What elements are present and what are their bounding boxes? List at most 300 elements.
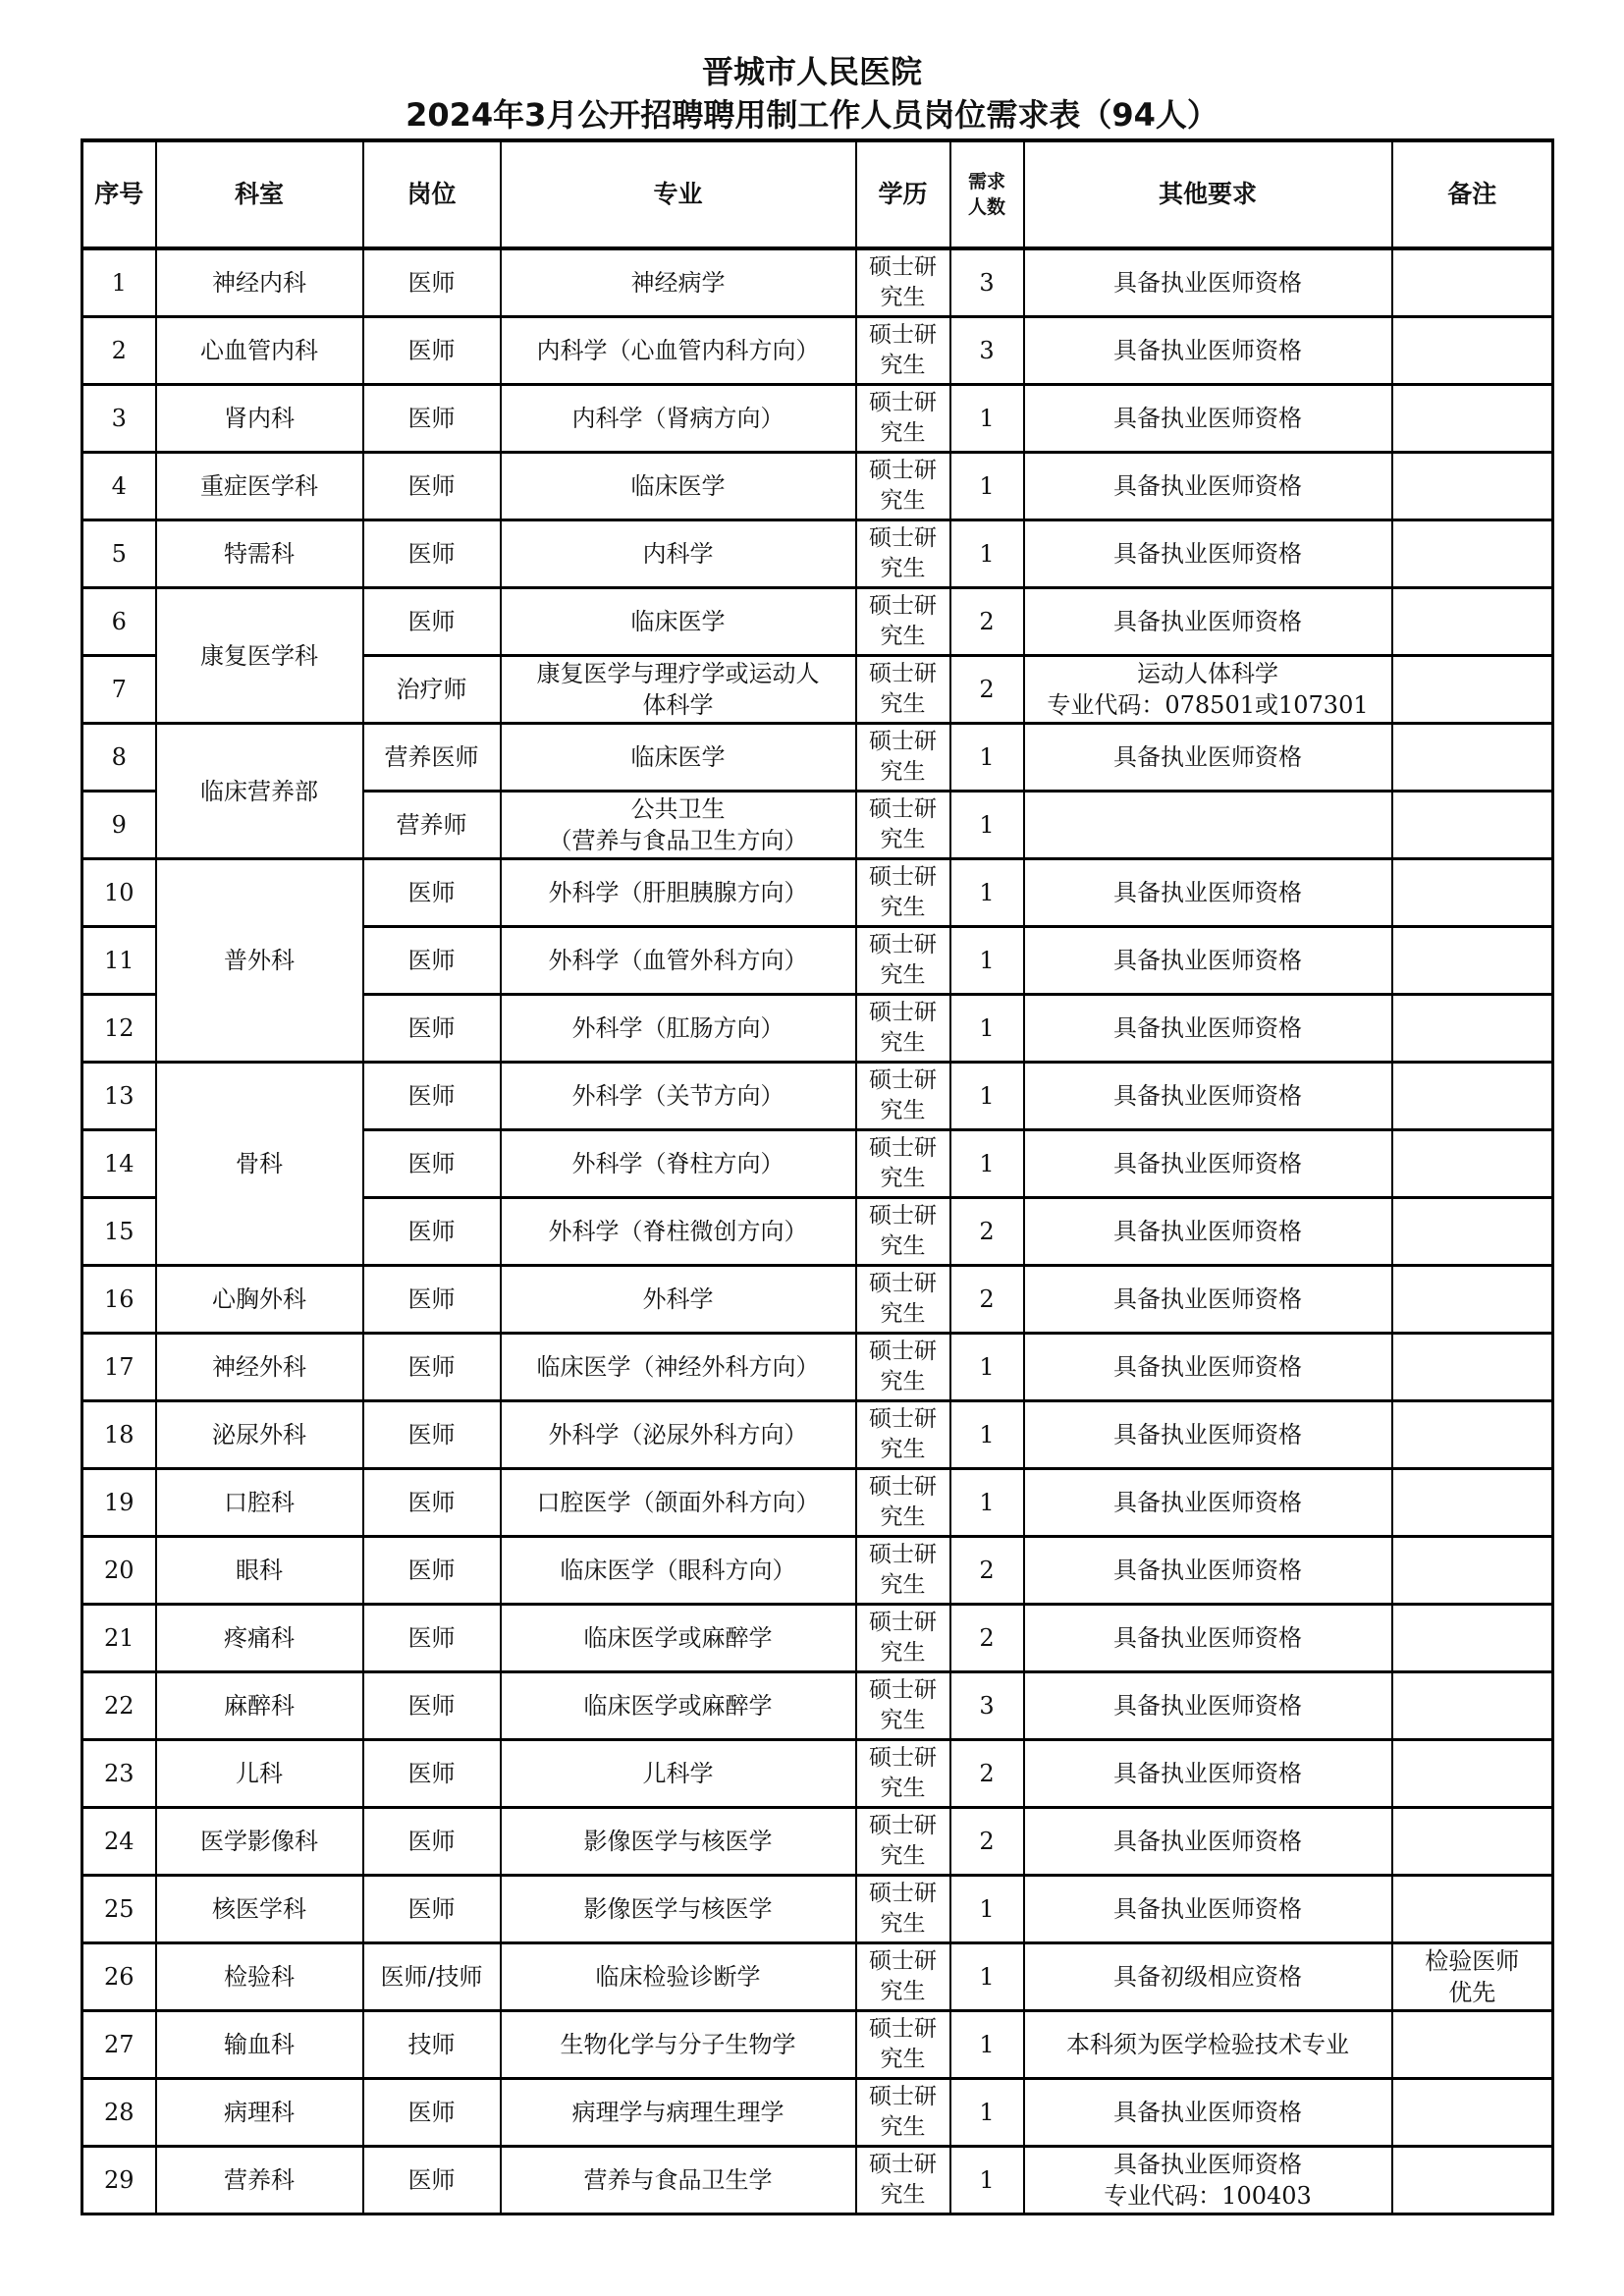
major-line: 外科学（血管外科方向） bbox=[548, 947, 808, 974]
edu-line: 硕士研 bbox=[869, 1203, 937, 1229]
edu-line: 究生 bbox=[880, 759, 926, 785]
cell-post: 医师 bbox=[363, 385, 501, 453]
table-row bbox=[82, 520, 1553, 588]
cell-major bbox=[501, 995, 856, 1063]
edu-line: 究生 bbox=[880, 353, 926, 378]
cell-major bbox=[501, 859, 856, 927]
cell-count: 1 bbox=[950, 859, 1024, 927]
cell-no: 7 bbox=[82, 656, 156, 724]
header-other: 其他要求 bbox=[1024, 140, 1392, 248]
edu-line: 究生 bbox=[880, 1504, 926, 1530]
cell-post: 医师 bbox=[363, 1063, 501, 1130]
edu-line: 究生 bbox=[880, 691, 926, 717]
cell-no: 10 bbox=[82, 859, 156, 927]
cell-other bbox=[1024, 792, 1392, 859]
cell-edu bbox=[856, 1401, 950, 1469]
cell-edu bbox=[856, 859, 950, 927]
cell-major bbox=[501, 656, 856, 724]
edu-line: 硕士研 bbox=[869, 2016, 937, 2042]
cell-edu bbox=[856, 724, 950, 792]
cell-dept: 康复医学科 bbox=[156, 588, 363, 724]
cell-other bbox=[1024, 248, 1392, 317]
edu-line: 硕士研 bbox=[869, 254, 937, 280]
cell-major bbox=[501, 1130, 856, 1198]
cell-other bbox=[1024, 385, 1392, 453]
edu-line: 硕士研 bbox=[869, 1542, 937, 1567]
major-line: 公共卫生 bbox=[630, 795, 726, 823]
cell-count: 1 bbox=[950, 2079, 1024, 2147]
other-line: 具备执业医师资格 bbox=[1113, 1692, 1302, 1720]
other-line: 具备执业医师资格 bbox=[1113, 1285, 1302, 1313]
cell-edu bbox=[856, 385, 950, 453]
edu-line: 究生 bbox=[880, 1843, 926, 1869]
cell-major bbox=[501, 1266, 856, 1334]
edu-line: 硕士研 bbox=[869, 729, 937, 754]
cell-count: 2 bbox=[950, 1808, 1024, 1876]
cell-edu bbox=[856, 2147, 950, 2214]
edu-line: 硕士研 bbox=[869, 661, 937, 686]
other-line: 具备执业医师资格 bbox=[1113, 1082, 1302, 1110]
cell-post: 营养医师 bbox=[363, 724, 501, 792]
cell-no: 8 bbox=[82, 724, 156, 792]
cell-count: 2 bbox=[950, 1198, 1024, 1266]
major-line: 外科学（关节方向） bbox=[571, 1082, 785, 1110]
major-line: 临床医学或麻醉学 bbox=[583, 1624, 773, 1652]
table-row bbox=[82, 453, 1553, 520]
cell-other bbox=[1024, 2011, 1392, 2079]
major-line: 临床医学 bbox=[630, 743, 726, 771]
cell-note bbox=[1392, 859, 1553, 927]
table-row bbox=[82, 588, 1553, 656]
cell-count: 1 bbox=[950, 520, 1024, 588]
table-row bbox=[82, 1334, 1553, 1401]
cell-dept: 口腔科 bbox=[156, 1469, 363, 1537]
table-row bbox=[82, 248, 1553, 317]
cell-note bbox=[1392, 1537, 1553, 1605]
cell-other bbox=[1024, 1469, 1392, 1537]
cell-note bbox=[1392, 1605, 1553, 1672]
other-line: 具备执业医师资格 bbox=[1113, 1760, 1302, 1787]
cell-count: 1 bbox=[950, 927, 1024, 995]
header-edu: 学历 bbox=[856, 140, 950, 248]
cell-other bbox=[1024, 317, 1392, 385]
cell-no: 18 bbox=[82, 1401, 156, 1469]
cell-edu bbox=[856, 1130, 950, 1198]
major-line: 康复医学与理疗学或运动人 bbox=[536, 660, 820, 687]
cell-edu bbox=[856, 656, 950, 724]
cell-no: 17 bbox=[82, 1334, 156, 1401]
cell-post: 医师/技师 bbox=[363, 1943, 501, 2011]
other-line: 本科须为医学检验技术专业 bbox=[1066, 2031, 1349, 2058]
major-line: 营养与食品卫生学 bbox=[583, 2166, 773, 2194]
cell-major bbox=[501, 248, 856, 317]
cell-other bbox=[1024, 1808, 1392, 1876]
edu-line: 硕士研 bbox=[869, 1813, 937, 1838]
cell-count: 3 bbox=[950, 317, 1024, 385]
edu-line: 究生 bbox=[880, 962, 926, 988]
edu-line: 硕士研 bbox=[869, 1339, 937, 1364]
cell-edu bbox=[856, 1808, 950, 1876]
other-line: 专业代码：100403 bbox=[1104, 2182, 1312, 2210]
major-line: 临床医学（神经外科方向） bbox=[536, 1353, 820, 1381]
cell-no: 21 bbox=[82, 1605, 156, 1672]
major-line: 影像医学与核医学 bbox=[583, 1895, 773, 1923]
cell-count: 2 bbox=[950, 1537, 1024, 1605]
cell-count: 1 bbox=[950, 1334, 1024, 1401]
cell-post: 医师 bbox=[363, 520, 501, 588]
header-count-line1: 需求 bbox=[967, 171, 1005, 192]
edu-line: 究生 bbox=[880, 1369, 926, 1394]
cell-no: 2 bbox=[82, 317, 156, 385]
edu-line: 究生 bbox=[880, 1437, 926, 1462]
cell-count: 2 bbox=[950, 588, 1024, 656]
edu-line: 硕士研 bbox=[869, 1000, 937, 1025]
cell-note bbox=[1392, 792, 1553, 859]
other-line: 具备执业医师资格 bbox=[1113, 743, 1302, 771]
cell-major bbox=[501, 588, 856, 656]
cell-no: 9 bbox=[82, 792, 156, 859]
cell-post: 医师 bbox=[363, 1401, 501, 1469]
other-line: 具备初级相应资格 bbox=[1113, 1963, 1302, 1991]
cell-post: 医师 bbox=[363, 859, 501, 927]
cell-major bbox=[501, 1469, 856, 1537]
edu-line: 究生 bbox=[880, 2047, 926, 2072]
cell-count: 1 bbox=[950, 453, 1024, 520]
other-line: 具备执业医师资格 bbox=[1113, 472, 1302, 500]
cell-no: 6 bbox=[82, 588, 156, 656]
cell-edu bbox=[856, 1469, 950, 1537]
table-row bbox=[82, 2011, 1553, 2079]
cell-edu bbox=[856, 248, 950, 317]
cell-dept: 麻醉科 bbox=[156, 1672, 363, 1740]
cell-other bbox=[1024, 2079, 1392, 2147]
edu-line: 硕士研 bbox=[869, 2152, 937, 2177]
edu-line: 硕士研 bbox=[869, 932, 937, 957]
major-line: 临床检验诊断学 bbox=[595, 1963, 761, 1991]
cell-edu bbox=[856, 792, 950, 859]
cell-major bbox=[501, 2079, 856, 2147]
cell-note bbox=[1392, 1876, 1553, 1943]
cell-no: 3 bbox=[82, 385, 156, 453]
edu-line: 硕士研 bbox=[869, 593, 937, 619]
cell-no: 5 bbox=[82, 520, 156, 588]
edu-line: 硕士研 bbox=[869, 1610, 937, 1635]
cell-note bbox=[1392, 656, 1553, 724]
major-line: 外科学（肛肠方向） bbox=[571, 1014, 785, 1042]
table-row bbox=[82, 1740, 1553, 1808]
other-line: 具备执业医师资格 bbox=[1113, 1489, 1302, 1516]
cell-count: 1 bbox=[950, 1943, 1024, 2011]
edu-line: 硕士研 bbox=[869, 2084, 937, 2109]
cell-dept: 眼科 bbox=[156, 1537, 363, 1605]
cell-note bbox=[1392, 1672, 1553, 1740]
cell-note bbox=[1392, 1130, 1553, 1198]
edu-line: 究生 bbox=[880, 556, 926, 581]
cell-major bbox=[501, 1401, 856, 1469]
cell-post: 医师 bbox=[363, 1266, 501, 1334]
cell-dept: 医学影像科 bbox=[156, 1808, 363, 1876]
cell-edu bbox=[856, 1198, 950, 1266]
cell-dept: 疼痛科 bbox=[156, 1605, 363, 1672]
major-line: 临床医学或麻醉学 bbox=[583, 1692, 773, 1720]
edu-line: 究生 bbox=[880, 895, 926, 920]
note-line: 优先 bbox=[1448, 1979, 1496, 2006]
major-line: 神经病学 bbox=[630, 269, 726, 297]
cell-no: 24 bbox=[82, 1808, 156, 1876]
edu-line: 究生 bbox=[880, 1708, 926, 1733]
major-line: 口腔医学（颌面外科方向） bbox=[536, 1489, 820, 1516]
edu-line: 究生 bbox=[880, 1640, 926, 1666]
edu-line: 究生 bbox=[880, 2114, 926, 2140]
cell-no: 20 bbox=[82, 1537, 156, 1605]
cell-post: 医师 bbox=[363, 1198, 501, 1266]
cell-major bbox=[501, 520, 856, 588]
cell-post: 医师 bbox=[363, 1876, 501, 1943]
cell-post: 营养师 bbox=[363, 792, 501, 859]
edu-line: 硕士研 bbox=[869, 1474, 937, 1500]
cell-note bbox=[1392, 1943, 1553, 2011]
cell-note bbox=[1392, 724, 1553, 792]
cell-other bbox=[1024, 1943, 1392, 2011]
cell-note bbox=[1392, 453, 1553, 520]
cell-edu bbox=[856, 1605, 950, 1672]
cell-no: 1 bbox=[82, 248, 156, 317]
cell-no: 28 bbox=[82, 2079, 156, 2147]
edu-line: 究生 bbox=[880, 1301, 926, 1327]
cell-dept: 普外科 bbox=[156, 859, 363, 1063]
cell-count: 1 bbox=[950, 1876, 1024, 1943]
cell-dept: 心血管内科 bbox=[156, 317, 363, 385]
cell-major bbox=[501, 1876, 856, 1943]
cell-no: 19 bbox=[82, 1469, 156, 1537]
cell-edu bbox=[856, 520, 950, 588]
table-row bbox=[82, 1063, 1553, 1130]
edu-line: 究生 bbox=[880, 1030, 926, 1056]
cell-major bbox=[501, 1334, 856, 1401]
major-line: 外科学（脊柱方向） bbox=[571, 1150, 785, 1177]
other-line: 具备执业医师资格 bbox=[1113, 1895, 1302, 1923]
cell-no: 15 bbox=[82, 1198, 156, 1266]
other-line: 具备执业医师资格 bbox=[1113, 337, 1302, 364]
cell-other bbox=[1024, 1876, 1392, 1943]
cell-major bbox=[501, 317, 856, 385]
major-line: 内科学（肾病方向） bbox=[571, 405, 785, 432]
edu-line: 硕士研 bbox=[869, 1135, 937, 1161]
header-count-line2: 人数 bbox=[967, 196, 1005, 218]
major-line: 临床医学（眼科方向） bbox=[560, 1557, 796, 1584]
major-line: 儿科学 bbox=[642, 1760, 714, 1787]
cell-other bbox=[1024, 927, 1392, 995]
cell-major bbox=[501, 792, 856, 859]
cell-dept: 神经外科 bbox=[156, 1334, 363, 1401]
cell-post: 医师 bbox=[363, 1334, 501, 1401]
other-line: 具备执业医师资格 bbox=[1113, 1624, 1302, 1652]
cell-edu bbox=[856, 1876, 950, 1943]
edu-line: 硕士研 bbox=[869, 1677, 937, 1703]
cell-other bbox=[1024, 859, 1392, 927]
other-line: 具备执业医师资格 bbox=[1113, 1218, 1302, 1245]
cell-major bbox=[501, 1943, 856, 2011]
edu-line: 究生 bbox=[880, 1233, 926, 1259]
cell-note bbox=[1392, 1401, 1553, 1469]
header-major: 专业 bbox=[501, 140, 856, 248]
cell-dept: 肾内科 bbox=[156, 385, 363, 453]
table-row bbox=[82, 2079, 1553, 2147]
cell-no: 4 bbox=[82, 453, 156, 520]
edu-line: 硕士研 bbox=[869, 1067, 937, 1093]
cell-post: 医师 bbox=[363, 1740, 501, 1808]
cell-count: 2 bbox=[950, 1266, 1024, 1334]
cell-major bbox=[501, 453, 856, 520]
other-line: 具备执业医师资格 bbox=[1113, 1014, 1302, 1042]
cell-dept: 病理科 bbox=[156, 2079, 363, 2147]
header-no: 序号 bbox=[82, 140, 156, 248]
cell-no: 11 bbox=[82, 927, 156, 995]
major-line: 外科学 bbox=[642, 1285, 714, 1313]
major-line: 外科学（肝胆胰腺方向） bbox=[548, 879, 808, 906]
major-line: （营养与食品卫生方向） bbox=[548, 827, 808, 854]
cell-post: 技师 bbox=[363, 2011, 501, 2079]
recruitment-table bbox=[81, 138, 1554, 2215]
cell-note bbox=[1392, 248, 1553, 317]
cell-dept: 营养科 bbox=[156, 2147, 363, 2214]
major-line: 临床医学 bbox=[630, 472, 726, 500]
edu-line: 硕士研 bbox=[869, 1745, 937, 1771]
cell-count: 2 bbox=[950, 1740, 1024, 1808]
cell-major bbox=[501, 1672, 856, 1740]
other-line: 具备执业医师资格 bbox=[1113, 540, 1302, 568]
cell-other bbox=[1024, 520, 1392, 588]
cell-major bbox=[501, 385, 856, 453]
cell-note bbox=[1392, 1334, 1553, 1401]
document-subtitle: 2024年3月公开招聘聘用制工作人员岗位需求表（94人） bbox=[406, 96, 1218, 134]
cell-edu bbox=[856, 927, 950, 995]
cell-no: 22 bbox=[82, 1672, 156, 1740]
table-row bbox=[82, 1266, 1553, 1334]
header-post: 岗位 bbox=[363, 140, 501, 248]
edu-line: 究生 bbox=[880, 488, 926, 514]
edu-line: 硕士研 bbox=[869, 322, 937, 348]
cell-no: 26 bbox=[82, 1943, 156, 2011]
other-line: 具备执业医师资格 bbox=[1113, 1828, 1302, 1855]
cell-other bbox=[1024, 1740, 1392, 1808]
cell-note bbox=[1392, 1808, 1553, 1876]
major-line: 外科学（泌尿外科方向） bbox=[548, 1421, 808, 1449]
cell-count: 1 bbox=[950, 1401, 1024, 1469]
cell-post: 医师 bbox=[363, 1605, 501, 1672]
cell-dept: 心胸外科 bbox=[156, 1266, 363, 1334]
table-row bbox=[82, 1808, 1553, 1876]
cell-dept: 核医学科 bbox=[156, 1876, 363, 1943]
edu-line: 究生 bbox=[880, 1776, 926, 1801]
table-row bbox=[82, 317, 1553, 385]
cell-count: 1 bbox=[950, 2147, 1024, 2214]
cell-no: 14 bbox=[82, 1130, 156, 1198]
cell-edu bbox=[856, 317, 950, 385]
edu-line: 硕士研 bbox=[869, 458, 937, 483]
cell-major bbox=[501, 1808, 856, 1876]
edu-line: 究生 bbox=[880, 285, 926, 310]
major-line: 体科学 bbox=[642, 691, 714, 719]
cell-post: 医师 bbox=[363, 1130, 501, 1198]
cell-no: 25 bbox=[82, 1876, 156, 1943]
note-line: 检验医师 bbox=[1425, 1947, 1520, 1975]
table-row bbox=[82, 1605, 1553, 1672]
cell-count: 1 bbox=[950, 724, 1024, 792]
table-row bbox=[82, 2147, 1553, 2214]
major-line: 生物化学与分子生物学 bbox=[560, 2031, 796, 2058]
major-line: 病理学与病理生理学 bbox=[571, 2099, 785, 2126]
cell-other bbox=[1024, 2147, 1392, 2214]
cell-edu bbox=[856, 995, 950, 1063]
cell-edu bbox=[856, 2011, 950, 2079]
cell-post: 医师 bbox=[363, 1672, 501, 1740]
cell-count: 3 bbox=[950, 1672, 1024, 1740]
header-note: 备注 bbox=[1392, 140, 1553, 248]
header-dept: 科室 bbox=[156, 140, 363, 248]
cell-count: 1 bbox=[950, 1469, 1024, 1537]
cell-other bbox=[1024, 453, 1392, 520]
cell-major bbox=[501, 1198, 856, 1266]
document-title: 晋城市人民医院 bbox=[701, 53, 922, 90]
cell-other bbox=[1024, 1334, 1392, 1401]
table-row bbox=[82, 1401, 1553, 1469]
cell-post: 医师 bbox=[363, 248, 501, 317]
cell-count: 1 bbox=[950, 1063, 1024, 1130]
cell-dept: 泌尿外科 bbox=[156, 1401, 363, 1469]
cell-major bbox=[501, 927, 856, 995]
cell-major bbox=[501, 2011, 856, 2079]
major-line: 内科学（心血管内科方向） bbox=[536, 337, 820, 364]
cell-count: 1 bbox=[950, 385, 1024, 453]
other-line: 具备执业医师资格 bbox=[1113, 269, 1302, 297]
cell-other bbox=[1024, 995, 1392, 1063]
cell-post: 治疗师 bbox=[363, 656, 501, 724]
cell-major bbox=[501, 1605, 856, 1672]
cell-post: 医师 bbox=[363, 1537, 501, 1605]
cell-dept: 特需科 bbox=[156, 520, 363, 588]
cell-major bbox=[501, 1063, 856, 1130]
cell-other bbox=[1024, 588, 1392, 656]
cell-note bbox=[1392, 2011, 1553, 2079]
cell-no: 12 bbox=[82, 995, 156, 1063]
cell-post: 医师 bbox=[363, 1808, 501, 1876]
cell-post: 医师 bbox=[363, 1469, 501, 1537]
major-line: 临床医学 bbox=[630, 608, 726, 635]
cell-post: 医师 bbox=[363, 2147, 501, 2214]
edu-line: 硕士研 bbox=[869, 1881, 937, 1906]
table-row bbox=[82, 1672, 1553, 1740]
cell-edu bbox=[856, 1334, 950, 1401]
cell-edu bbox=[856, 1537, 950, 1605]
edu-line: 究生 bbox=[880, 1979, 926, 2004]
other-line: 具备执业医师资格 bbox=[1113, 405, 1302, 432]
edu-line: 究生 bbox=[880, 1098, 926, 1123]
edu-line: 究生 bbox=[880, 1911, 926, 1937]
table-row bbox=[82, 859, 1553, 927]
cell-other bbox=[1024, 1130, 1392, 1198]
cell-count: 1 bbox=[950, 2011, 1024, 2079]
cell-no: 27 bbox=[82, 2011, 156, 2079]
major-line: 影像医学与核医学 bbox=[583, 1828, 773, 1855]
cell-other bbox=[1024, 1266, 1392, 1334]
cell-edu bbox=[856, 1266, 950, 1334]
cell-other bbox=[1024, 1198, 1392, 1266]
other-line: 具备执业医师资格 bbox=[1113, 947, 1302, 974]
table-header-row bbox=[82, 140, 1553, 248]
other-line: 具备执业医师资格 bbox=[1113, 1353, 1302, 1381]
cell-other bbox=[1024, 1605, 1392, 1672]
